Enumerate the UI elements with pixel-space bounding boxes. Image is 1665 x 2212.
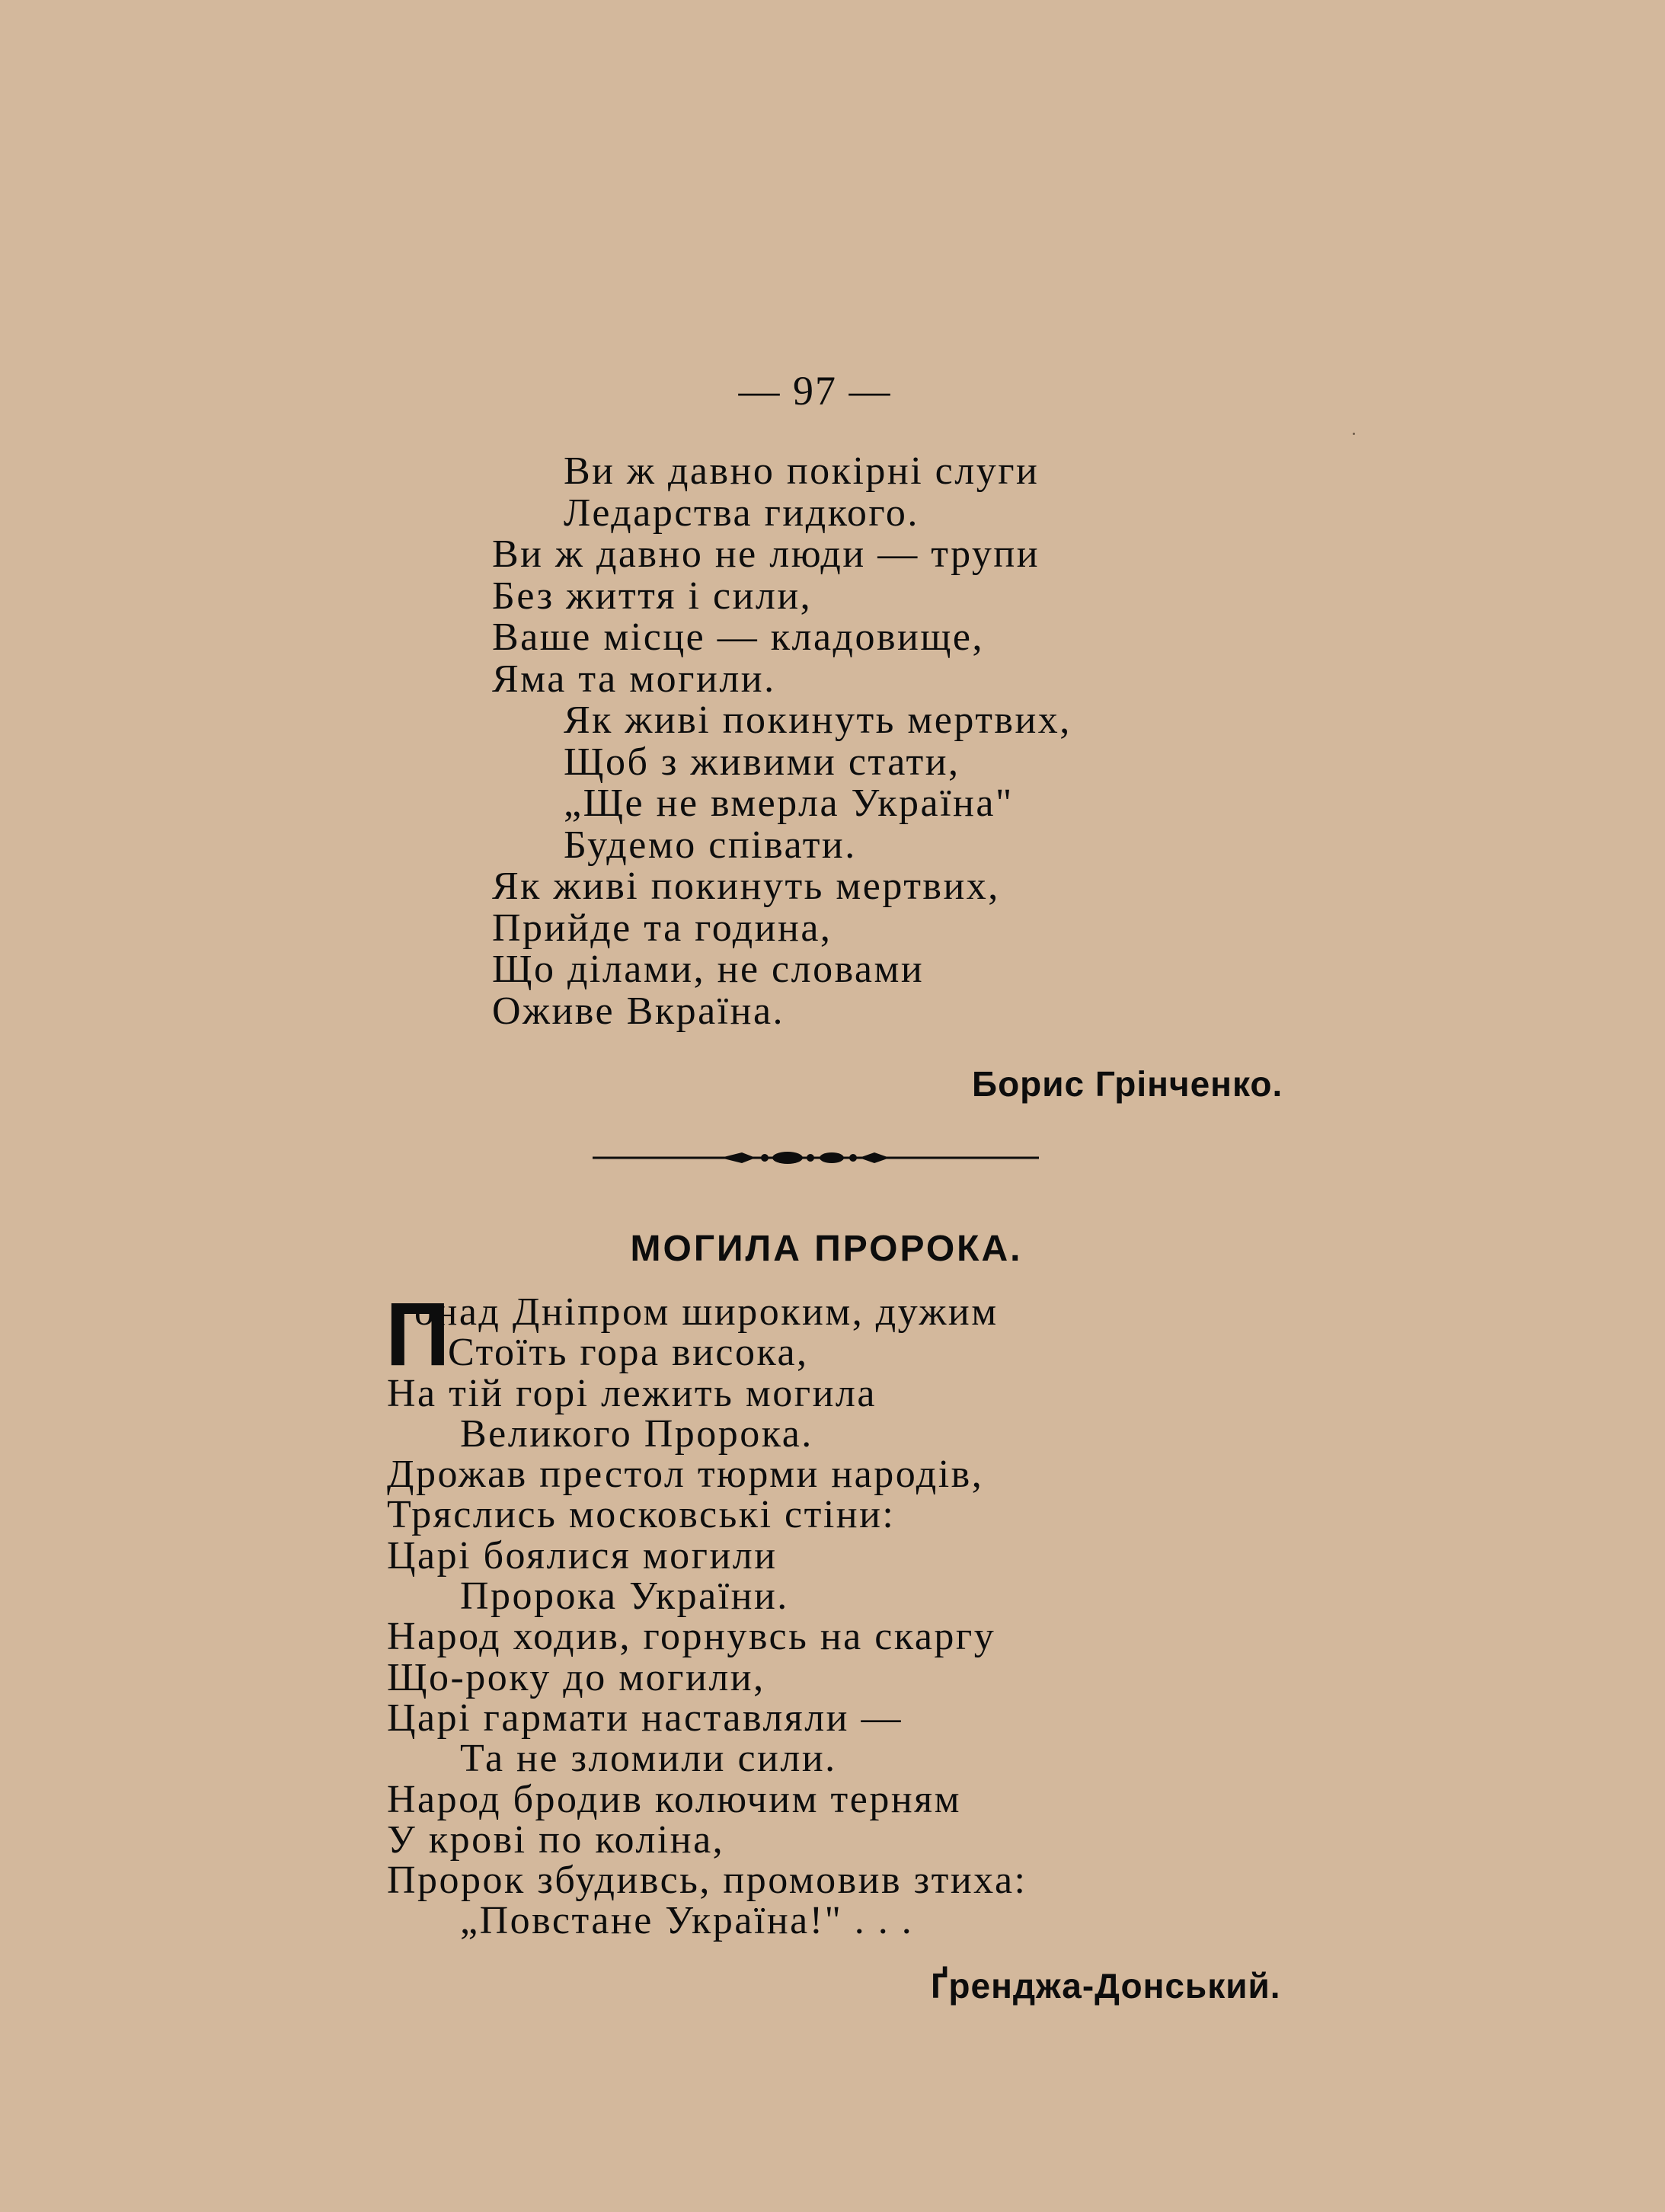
poem-line: Пророк збудивсь, промовив зтиха: [387,1859,1027,1903]
poem-line: Царі боялися могили [387,1533,778,1577]
poem-line: Тряслись московські стіни: [387,1493,896,1537]
poem-line: Ви ж давно покірні слуги [564,449,1040,493]
poem-line: Ви ж давно не люди — трупи [492,532,1040,576]
poem-line: Як живі покинуть мертвих, [492,865,1000,908]
drop-cap: П [385,1284,452,1385]
poem-line: На тій горі лежить могила [387,1371,877,1415]
poem-line: „Повстане Україна!" . . . [460,1899,914,1943]
poem-1-author: Борис Грінченко. [972,1064,1283,1104]
page-number: — 97 — [738,368,892,414]
poem-line: Будемо співати. [564,823,857,867]
poem-line: Без життя і сили, [492,574,813,618]
poem-line: Народ ходив, горнувсь на скаргу [387,1615,996,1659]
poem-line: Великого Пророка. [460,1411,813,1456]
poem-line-first-rest: онад Дніпром широким, дужим [414,1290,999,1334]
poem-line: Царі гармати наставляли — [387,1696,903,1740]
poem-line: Як живі покинуть мертвих, [564,698,1072,742]
poem-line: Та не зломили сили. [460,1737,837,1781]
poem-line: Народ бродив колючим терням [387,1777,961,1821]
poem-line: Прийде та година, [492,906,832,950]
section-divider-ornament [593,1143,1039,1173]
poem-line: Стоїть гора висока, [448,1331,809,1375]
poem-line: Яма та могили. [492,657,776,701]
poem-2 [385,1284,1027,1943]
poem-line: Ваше місце — кладовище, [492,615,984,659]
poem-line: Ледарства гидкого. [564,491,919,535]
poem-1 [492,451,1072,1032]
poem-2-author: Ґренджа-Донський. [931,1966,1281,2006]
poem-line: Що-року до могили, [387,1655,765,1699]
poem-2-title-text: МОГИЛА ПРОРОКА. [630,1229,1023,1269]
poem-line: Що ділами, не словами [492,948,925,991]
poem-line: Оживе Вкраїна. [492,989,785,1033]
print-speck [1353,433,1355,435]
poem-line: У крові по коліна, [387,1817,725,1862]
poem-line: Щоб з живими стати, [564,740,960,784]
poem-line: „Ще не вмерла Україна" [564,782,1014,825]
poem-line: Дрожав престол тюрми народів, [387,1453,984,1497]
poem-line: Пророка України. [460,1574,789,1619]
poem-2-title [0,1228,1665,1270]
